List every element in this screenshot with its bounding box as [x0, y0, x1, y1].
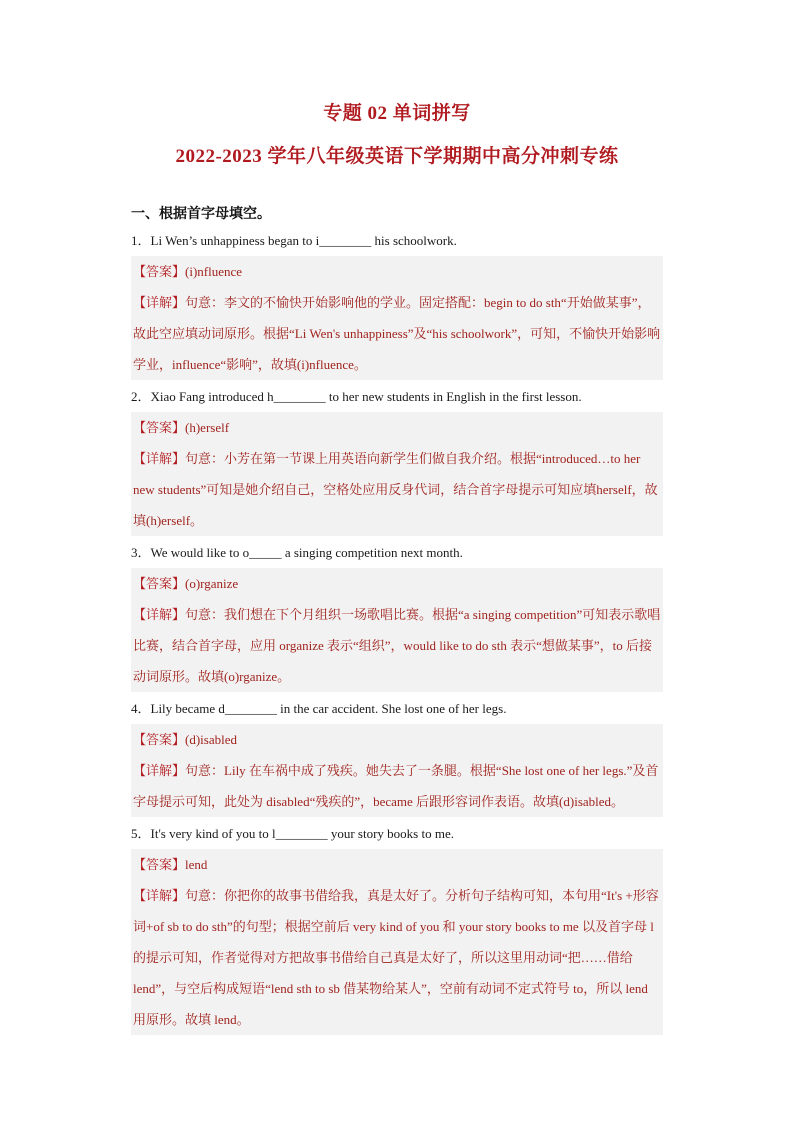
- answer-label: 【答案】: [133, 576, 186, 591]
- detail-label: 【详解】: [133, 763, 186, 778]
- detail-text: 句意：Lily 在车祸中成了残疾。她失去了一条腿。根据“She lost one of her legs.”及首字母提示可知，此处为 disabled“残疾的”，became 后跟形容词作表语。故填(d)isabled。: [133, 763, 659, 809]
- question-text: 5．It's very kind of you to l________ your story books to me.: [131, 826, 454, 841]
- section-heading: 一、根据首字母填空。: [131, 207, 271, 222]
- answer-line: [133, 724, 661, 755]
- detail-text: 句意：我们想在下个月组织一场歌唱比赛。根据“a singing competition”可知表示歌唱比赛，结合首字母，应用 organize 表示“组织”，would like to do sth 表示“想做某事”，to 后接动词原形。故填(o)rganize。: [133, 607, 661, 684]
- detail-line: [133, 880, 661, 1035]
- answer-box: [131, 412, 663, 536]
- detail-label: 【详解】: [133, 295, 186, 310]
- answer-line: [133, 849, 661, 880]
- detail-label: 【详解】: [133, 888, 186, 903]
- detail-label: 【详解】: [133, 451, 186, 466]
- answer-label: 【答案】: [133, 264, 186, 279]
- answer-line: [133, 256, 661, 287]
- question-text: 4．Lily became d________ in the car accident. She lost one of her legs.: [131, 701, 507, 716]
- question-text: 1．Li Wen’s unhappiness began to i________ his schoolwork.: [131, 233, 457, 248]
- detail-label: 【详解】: [133, 607, 186, 622]
- answer-text: (o)rganize: [185, 576, 239, 591]
- detail-line: [133, 599, 661, 692]
- answer-box: [131, 724, 663, 817]
- question-block-4: [131, 699, 663, 817]
- answer-label: 【答案】: [133, 420, 186, 435]
- question-block-5: [131, 824, 663, 1035]
- question-block-2: [131, 387, 663, 536]
- answer-box: [131, 568, 663, 692]
- answer-line: [133, 568, 661, 599]
- answer-line: [133, 412, 661, 443]
- question-block-3: [131, 543, 663, 692]
- answer-label: 【答案】: [133, 857, 186, 872]
- answer-text: (i)nfluence: [185, 264, 243, 279]
- detail-line: [133, 443, 661, 536]
- detail-text: 句意：李文的不愉快开始影响他的学业。固定搭配：begin to do sth“开始做某事”，故此空应填动词原形。根据“Li Wen's unhappiness”及“his schoolwork”，可知，不愉快开始影响学业，influence“影响”，故填(i)nfluence。: [133, 295, 661, 372]
- answer-text: lend: [185, 857, 208, 872]
- question-text: 3．We would like to o_____ a singing competition next month.: [131, 545, 463, 560]
- question-block-1: [131, 231, 663, 380]
- answer-box: [131, 849, 663, 1035]
- detail-line: [133, 287, 661, 380]
- exam-title: 2022-2023 学年八年级英语下学期期中高分冲刺专练: [175, 146, 619, 167]
- question-text: 2．Xiao Fang introduced h________ to her new students in English in the first lesson.: [131, 389, 582, 404]
- topic-title: 专题 02 单词拼写: [323, 103, 471, 124]
- detail-line: [133, 755, 661, 817]
- detail-text: 句意：你把你的故事书借给我，真是太好了。分析句子结构可知，本句用“It's +形容词+of sb to do sth”的句型；根据空前后 very kind of you 和 your story books to me 以及首字母 l 的提示可知，作者觉得对方把故事书借给自己真是太好了，所以这里用动词“把……借给 lend”，与空后构成短语“lend sth to sb 借某物给某人”，空前有动词不定式符号 to，所以 lend 用原形。故填 lend。: [133, 888, 659, 1027]
- answer-text: (d)isabled: [185, 732, 237, 747]
- answer-label: 【答案】: [133, 732, 186, 747]
- detail-text: 句意：小芳在第一节课上用英语向新学生们做自我介绍。根据“introduced…to her new students”可知是她介绍自己，空格处应用反身代词，结合首字母提示可知应填herself，故填(h)erself。: [133, 451, 658, 528]
- content-area: [131, 205, 663, 1042]
- answer-box: [131, 256, 663, 380]
- answer-text: (h)erself: [185, 420, 230, 435]
